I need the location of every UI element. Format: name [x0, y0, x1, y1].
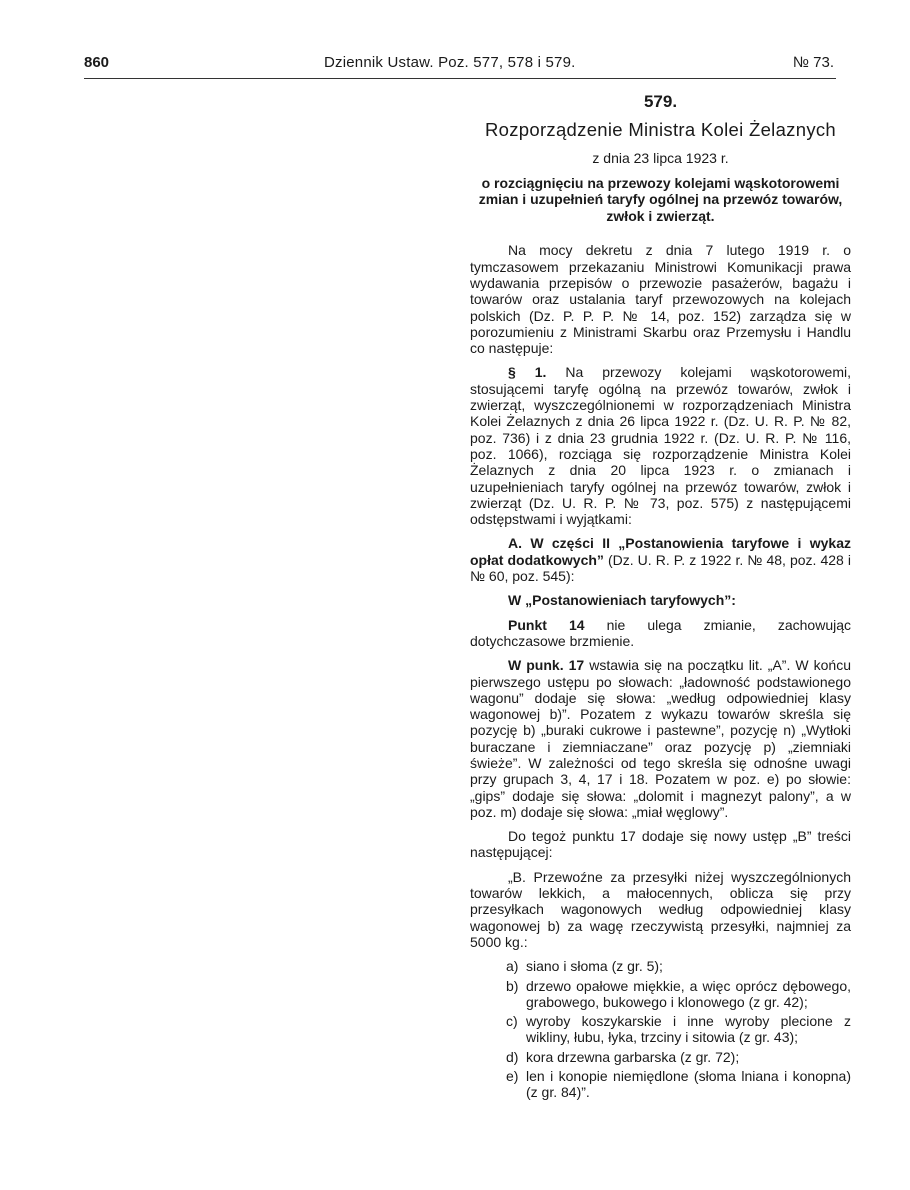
document-number: 579. — [643, 92, 678, 111]
paragraph-b-text: „B. Przewoźne za przesyłki niżej wyszczególnionych towarów lekkich, a małocennych, oblicza się przy przesyłkach wagonowych według odpowiedniej klasy wagonowej b) za wagę rzeczywistą przesyłki, najmniej za 5000 kg.: — [470, 868, 851, 950]
list-item-letter: e) — [506, 1068, 519, 1085]
document-title: Rozporządzenie Ministra Kolei Żelaznych — [484, 119, 837, 141]
list-item-text: len i konopie niemiędlone (słoma lniana i konopna) (z gr. 84)”. — [526, 1068, 851, 1101]
point-14-paragraph — [470, 617, 851, 650]
point-17-paragraph — [470, 657, 851, 820]
list-item-letter: c) — [506, 1013, 518, 1030]
list-item-letter: a) — [506, 958, 519, 975]
page-header — [84, 52, 836, 79]
list-item-text: kora drzewna garbarska (z gr. 72); — [526, 1048, 740, 1065]
part-a-reference: (Dz. U. R. P. z 1922 r. № 48, poz. 428 i № 60, poz. 545): — [470, 551, 851, 585]
list-item-text: wyroby koszykarskie i inne wyroby plecione z wikliny, łubu, łyka, trzciny i sitowia (z gr. 43); — [526, 1013, 851, 1046]
list-item — [470, 978, 851, 1011]
list-item — [470, 958, 851, 974]
document-column — [470, 94, 851, 1104]
point-17-label: W punk. 17 — [508, 657, 585, 674]
document-subject: o rozciągnięciu na przewozy kolejami wąskotorowemi zmian i uzupełnień taryfy ogólnej na przewóz towarów, zwłok i zwierząt. — [478, 174, 843, 224]
point-17-text: wstawia się na początku lit. „A”. W końcu pierwszego ustępu po słowach: „ładowność podstawionego wagonu” dodaje się słowa: „według odpowiedniej klasy wagonowej b)”. Pozatem z wykazu towarów skreśla się pozycję b) „buraki cukrowe i pastewne”, pozycję n) „Wytłoki buraczane i ziemniaczane” oraz pozycję p) „ziemniaki świeże”. W zależności od tego skreśla się odnośne uwagi przy grupach 3, 4, 17 i 18. Pozatem w poz. e) po słowie: „gips” dodaje się słowa: „dolomit i magnezyt palony”, a w poz. m) dodaje się słowa: „miał węglowy”. — [470, 657, 851, 820]
goods-list — [470, 958, 851, 1100]
page-number: 860 — [84, 54, 110, 71]
section-1-text: Na przewozy kolejami wąskotorowemi, stosującemi taryfę ogólną na przewóz towarów, zwłok i zwierząt, wyszczególnionemi w rozporządzeniach Ministra Kolei Żelaznych z dnia 26 lipca 1922 r. (Dz. U. R. P. № 82, poz. 736) i z dnia 23 grudnia 1922 r. (Dz. U. R. P. № 116, poz. 1066), rozciąga się rozporządzenie Ministra Kolei Żelaznych z dnia 20 lipca 1923 r. o zmianach i uzupełnieniach taryfy ogólnej na przewóz towarów, zwłok i zwierząt (Dz. U. R. P. № 73, poz. 575) z następującemi odstępstwami i wyjątkami: — [470, 364, 852, 528]
list-item — [470, 1068, 851, 1101]
issue-number: № 73. — [792, 54, 834, 71]
paragraph-b-intro: Do tegoż punktu 17 dodaje się nowy ustęp „B” treści następującej: — [470, 828, 851, 861]
tariff-provisions-heading: W „Postanowieniach taryfowych”: — [508, 592, 736, 609]
list-item-letter: b) — [506, 977, 519, 994]
journal-title: Dziennik Ustaw. Poz. 577, 578 i 579. — [324, 54, 576, 71]
intro-paragraph: Na mocy dekretu z dnia 7 lutego 1919 r. o tymczasowem przekazaniu Ministrowi Komunikacji prawa wydawania przepisów o przewozie pasażerów, bagażu i towarów oraz ustalania taryf przewozowych na kolejach polskich (Dz. P. P. P. № 14, poz. 152) zarządza się w porozumieniu z Ministrami Skarbu oraz Przemysłu i Handlu co następuje: — [470, 242, 851, 357]
list-item — [470, 1013, 851, 1046]
list-item-letter: d) — [506, 1048, 519, 1065]
section-1-paragraph — [470, 364, 851, 527]
list-item-text: drzewo opałowe miękkie, a więc oprócz dębowego, grabowego, bukowego i klonowego (z gr. 42); — [526, 977, 851, 1010]
part-a-paragraph — [470, 535, 851, 584]
point-14-text: nie ulega zmianie, zachowując dotychczasowe brzmienie. — [470, 616, 851, 649]
list-item — [470, 1049, 851, 1065]
document-date: z dnia 23 lipca 1923 r. — [592, 149, 729, 166]
point-14-label: Punkt 14 — [508, 616, 585, 633]
part-a-heading: A. W części II „Postanowienia taryfowe i wykaz opłat dodatkowych” — [470, 535, 851, 568]
list-item-text: siano i słoma (z gr. 5); — [526, 958, 663, 975]
section-1-label: § 1. — [508, 364, 547, 381]
